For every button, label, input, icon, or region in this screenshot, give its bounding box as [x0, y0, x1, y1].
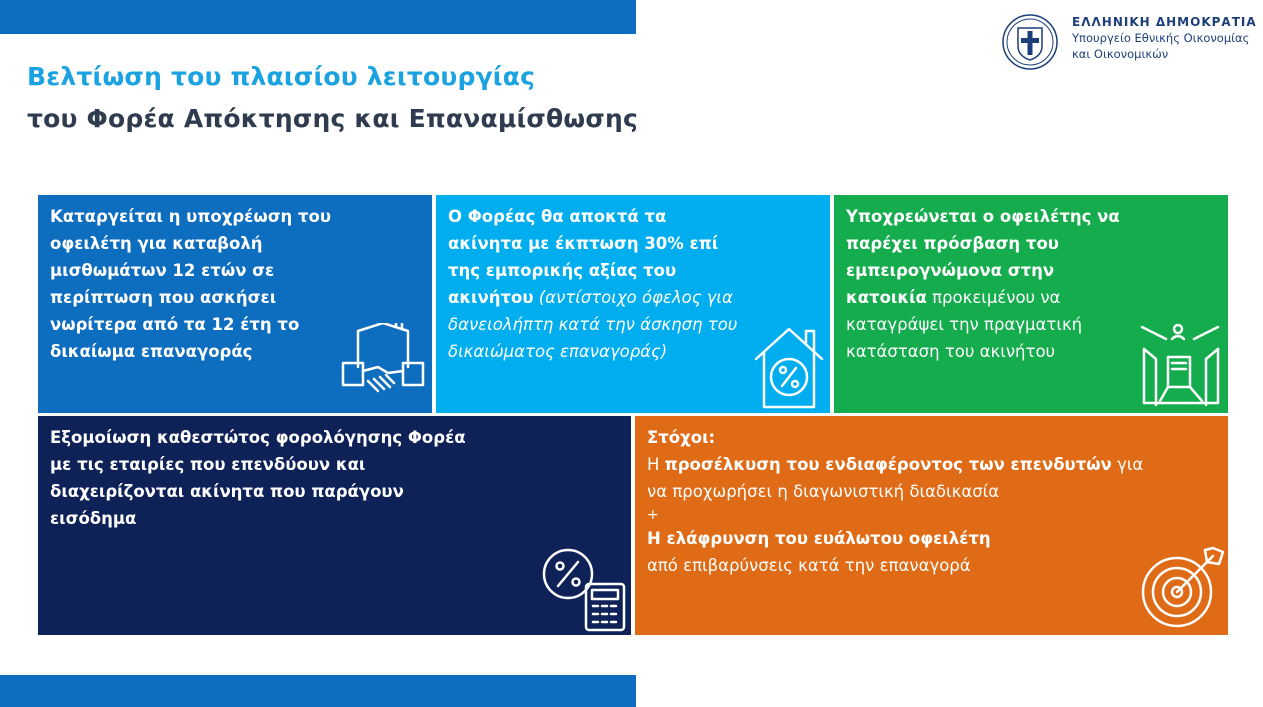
info-box-discount [436, 195, 830, 413]
info-box-taxation [38, 416, 631, 635]
greek-emblem-icon [1000, 12, 1060, 72]
goals-plus: + [647, 507, 659, 523]
bottom-accent-bar [0, 675, 636, 707]
ministry-block [1072, 14, 1257, 62]
house-handshake-icon [338, 323, 428, 409]
top-accent-bar [0, 0, 636, 34]
box3-text-bold: Υποχρεώνεται ο οφειλέτης να παρέχει πρόσβαση του εμπειρογνώμονα στην κατοικία [846, 207, 1120, 307]
info-box-access [834, 195, 1228, 413]
page-title-line1: Βελτίωση του πλαισίου λειτουργίας [27, 62, 536, 91]
info-box-buyback-rent [38, 195, 432, 413]
goals-heading: Στόχοι: [647, 428, 716, 447]
org-name: ΕΛΛΗΝΙΚΗ ΔΗΜΟΚΡΑΤΙΑ [1072, 15, 1257, 29]
goal1-prefix: Η [647, 455, 660, 474]
box3-text-regular: προκειμένου να καταγράψει την πραγματική κατάσταση του ακινήτου [846, 288, 1083, 361]
open-door-person-icon [1138, 319, 1226, 409]
goal2-rest: από επιβαρύνσεις κατά την επαναγορά [647, 556, 971, 575]
box1-text: Καταργείται η υποχρέωση του οφειλέτη για καταβολή μισθωμάτων 12 ετών σε περίπτωση που ασκήσει νωρίτερα από τα 12 έτη το δικαίωμα επαναγοράς [50, 207, 332, 361]
goal1-rest: για να προχωρήσει η διαγωνιστική διαδικασία [647, 455, 1144, 501]
box4-text: Εξομοίωση καθεστώτος φορολόγησης Φορέα με τις εταιρίες που επενδύουν και διαχειρίζονται ακίνητα που παράγουν εισόδημα [50, 428, 466, 528]
house-percent-icon [752, 325, 826, 409]
page-title-line2: του Φορέα Απόκτησης και Επαναμίσθωσης [27, 104, 639, 133]
box2-text-bold: Ο Φορέας θα αποκτά τα ακίνητα με έκπτωση 30% επί της εμπορικής αξίας του ακινήτου [448, 207, 719, 307]
goal1-bold: προσέλκυση του ενδιαφέροντος των επενδυτών [664, 455, 1112, 474]
goal2-bold: Η ελάφρυνση του ευάλωτου οφειλέτη [647, 529, 991, 548]
ministry-line2: και Οικονομικών [1072, 47, 1169, 61]
percent-calculator-icon [538, 546, 630, 632]
box2-text-italic: (αντίστοιχο όφελος για δανειολήπτη κατά την άσκηση του δικαιώματος επαναγοράς) [448, 288, 738, 361]
ministry-line1: Υπουργείο Εθνικής Οικονομίας [1072, 31, 1250, 45]
info-box-goals [635, 416, 1228, 635]
